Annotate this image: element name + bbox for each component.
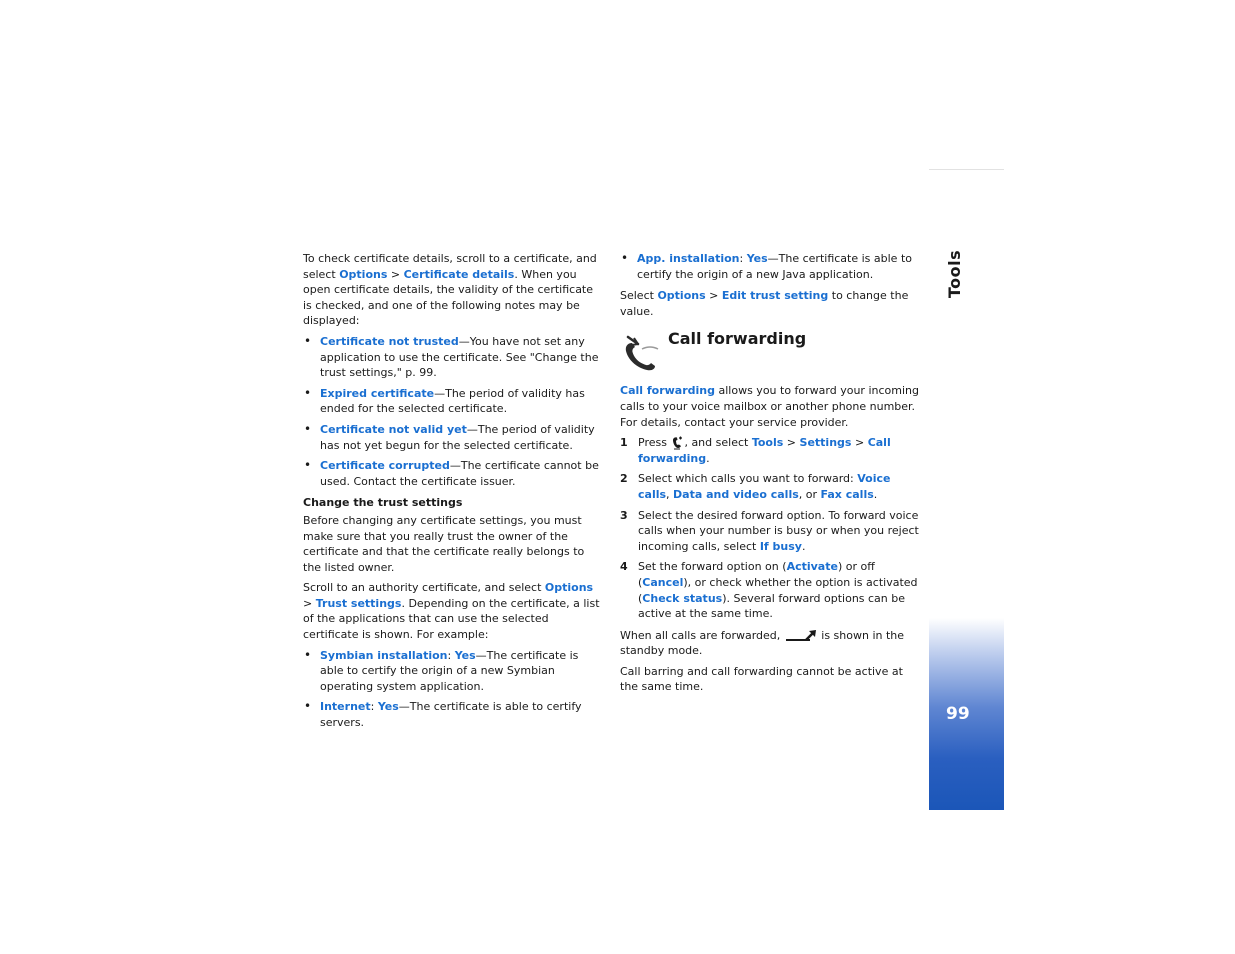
- certificate-details-label: Certificate details: [403, 267, 515, 281]
- list-item: • Internet: Yes—The certificate is able to certify servers.: [303, 699, 603, 730]
- list-item: • Symbian installation: Yes—The certificate is able to certify the origin of a new Symbian operating system application.: [303, 648, 603, 695]
- forwarded-indicator-paragraph: When all calls are forwarded, is shown in the standby mode.: [620, 628, 905, 658]
- trust-settings-heading: Change the trust settings: [303, 496, 463, 510]
- certificate-notes-list: [303, 334, 603, 489]
- call-forwarding-section-header: [620, 329, 922, 373]
- trust-examples-list-continued: [620, 251, 922, 282]
- list-item: 1 Press , and select Tools > Settings > Call forwarding.: [620, 436, 891, 465]
- call-forwarding-icon: [620, 335, 660, 371]
- trust-examples-list: [303, 648, 603, 731]
- left-column: [303, 251, 603, 737]
- scroll-paragraph: Scroll to an authority certificate, and select Options > Trust settings. Depending on the certificate, a list of the applications that can use the selected certificate is shown. For example:: [303, 581, 600, 642]
- list-item: 4 Set the forward option on (Activate) or off (Cancel), or check whether the option is activated (Check status). Several forward options can be active at the same time.: [620, 560, 918, 621]
- forward-indicator-icon: [784, 629, 818, 643]
- list-item: • Certificate not trusted—You have not set any application to use the certificate. See "Change the trust settings," p. 99.: [303, 334, 603, 381]
- right-column: [620, 251, 922, 700]
- call-forwarding-steps: [620, 435, 922, 622]
- edit-trust-paragraph: Select Options > Edit trust setting to change the value.: [620, 289, 909, 318]
- chapter-title: Tools: [945, 249, 965, 299]
- trust-paragraph: Before changing any certificate settings, you must make sure that you really trust the owner of the certificate and that the certificate really belongs to the listed owner.: [303, 513, 585, 574]
- list-item: • Certificate not valid yet—The period of validity has not yet begun for the selected certificate.: [303, 422, 603, 453]
- menu-key-icon: [670, 436, 684, 450]
- intro-paragraph: To check certificate details, scroll to a certificate, and select Options > Certificate details. When you open certificate details, the validity of the certificate is checked, and one of the following notes may be displayed:: [303, 252, 597, 328]
- list-item: • Certificate corrupted—The certificate cannot be used. Contact the certificate issuer.: [303, 458, 603, 489]
- call-forwarding-intro: Call forwarding allows you to forward your incoming calls to your voice mailbox or another phone number. For details, contact your service provider.: [620, 384, 919, 429]
- list-item: 2 Select which calls you want to forward: Voice calls, Data and video calls, or Fax calls.: [620, 472, 891, 501]
- options-label: Options: [339, 267, 388, 281]
- list-item: • Expired certificate—The period of validity has ended for the selected certificate.: [303, 386, 603, 417]
- list-item: • App. installation: Yes—The certificate is able to certify the origin of a new Java application.: [620, 251, 922, 282]
- page-number: 99: [946, 704, 970, 724]
- barring-note: Call barring and call forwarding cannot be active at the same time.: [620, 664, 903, 694]
- list-item: 3 Select the desired forward option. To forward voice calls when your number is busy or when you reject incoming calls, select If busy.: [620, 508, 919, 553]
- section-title: Call forwarding: [668, 329, 807, 349]
